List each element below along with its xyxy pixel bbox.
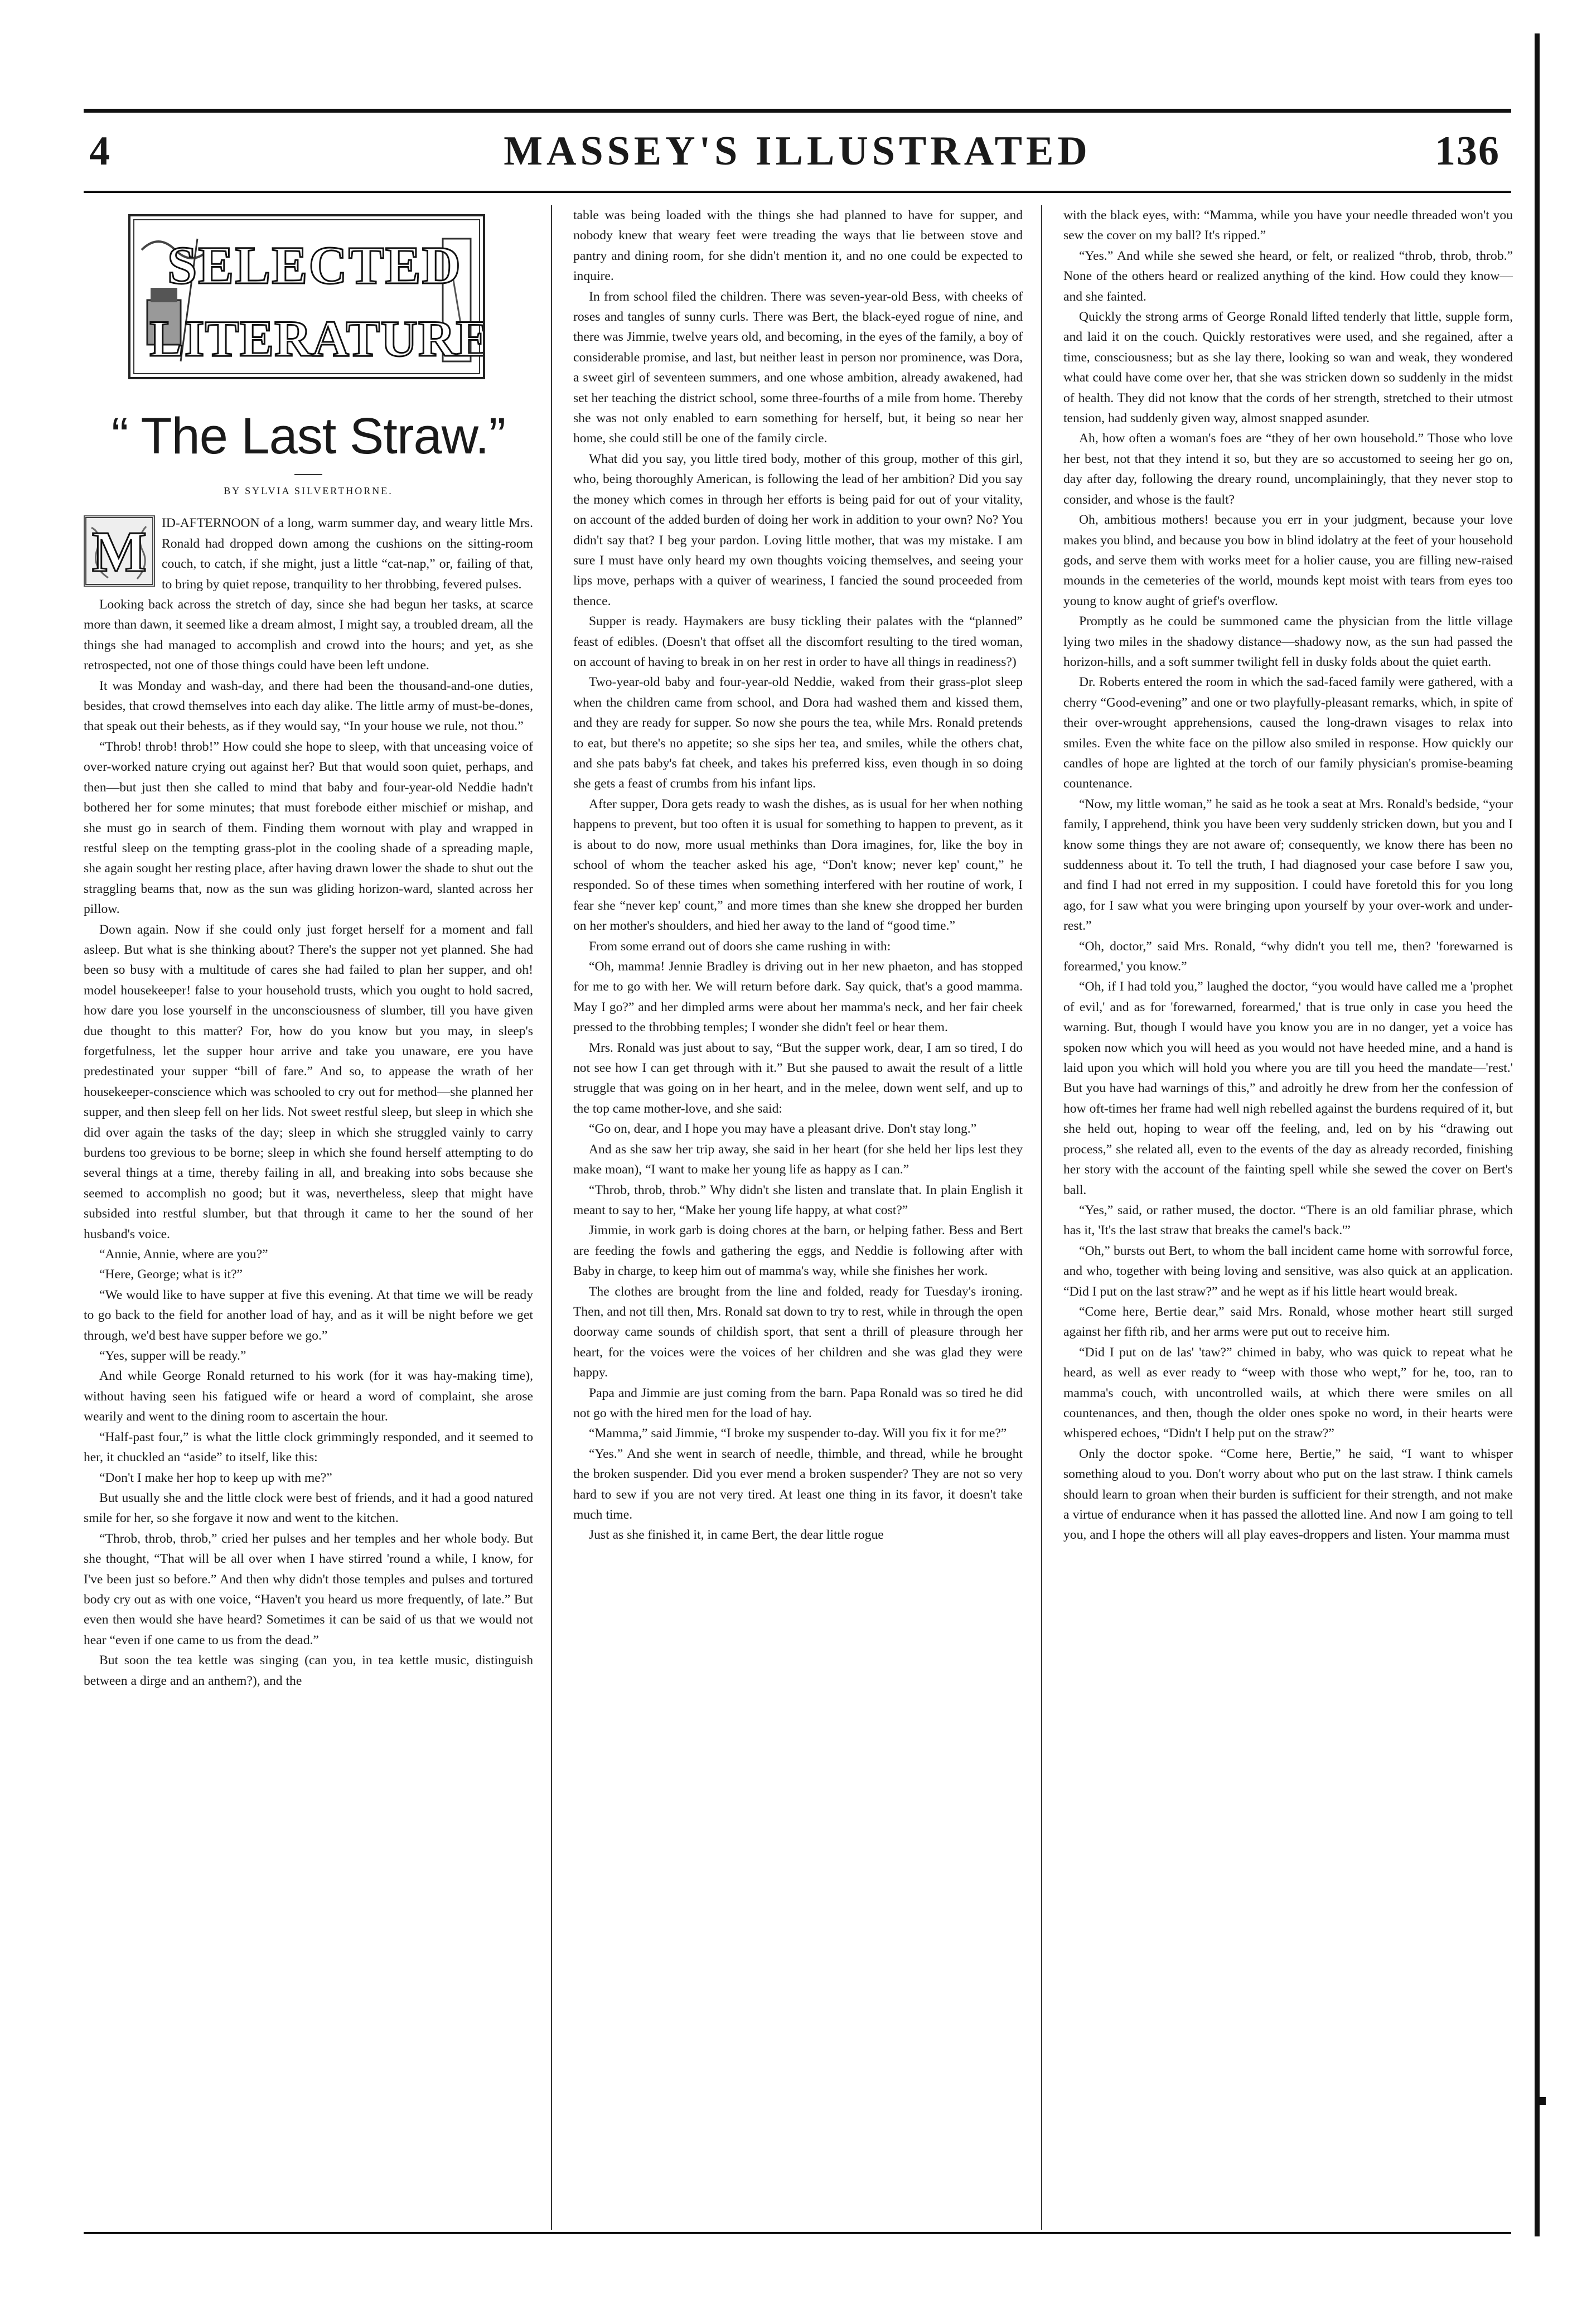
page-number-left: 4 (89, 128, 111, 174)
paragraph: “Don't I make her hop to keep up with me?” (99, 1470, 332, 1485)
paragraph: ID-AFTERNOON of a long, warm summer day, and weary little Mrs. Ronald had dropped down among the cushions on the sitting-room couch, to catch, if she might, just a little “cat-nap,” or, failing of that, to bring by quiet repose, tranquility to her throbbing, fevered pulses. (162, 516, 533, 592)
column-divider (551, 205, 552, 2230)
column-2-body (573, 205, 1023, 1545)
paragraph: “Now, my little woman,” he said as he took a seat at Mrs. Ronald's bedside, “your family, I apprehend, think you have been very suddenly stricken down, but you and I know some things they are not aware of; consequently, we know there has been no suddenness about it. To tell the truth, I had diagnosed your case before I saw you, and find I had not erred in my supposition. I could have foretold this for you long ago, for I saw what you were bringing upon yourself by your over-work and under-rest.” (1063, 796, 1513, 934)
story-title: “ The Last Straw.” (111, 408, 506, 465)
paragraph: “Mamma,” said Jimmie, “I broke my suspender to-day. Will you fix it for me?” (589, 1426, 1007, 1441)
paragraph: And while George Ronald returned to his work (for it was hay-making time), without having seen his fatigued wife or heard a word of complaint, she arose wearily and went to the dining room to ascertain the hour. (84, 1369, 533, 1424)
paragraph: “Throb, throb, throb,” cried her pulses and her temples and her whole body. But she thought, “That will be all over when I have stirred 'round a while, I know, for I've been just so before.” And then why didn't those temples and pulses and tortured body cry out as with one voice, “Haven't you heard us more frequently, of late.” But even then would she have heard? Sometimes it can be said of us that we would not hear “even if one came to us from the dead.” (84, 1531, 533, 1647)
paragraph: “Did I put on de las' 'taw?” chimed in baby, who was quick to repeat what he heard, as well as ever ready to “weep with those who wept,” for he, too, ran to mamma's couch, with uncontrolled wails, at which there were smiles on all countenances, and then, though the older ones spoke no word, in their hearts were whispered echoes, “Didn't I help put on the straw?” (1063, 1345, 1513, 1441)
title-rule (294, 474, 322, 475)
paragraph: After supper, Dora gets ready to wash the dishes, as is usual for her when nothing happens to prevent, but too often it is usual for something to happen to prevent, as it is about to do now, more usual methinks than Dora imagines, for, like the boy in school of whom the teacher asked his age, “Don't know; never kep' count,” he responded. So of these times when something interfered with her routine of work, I fear she “never kep' count,” and more times than she knew she dropped her burden on her mother's shoulders, and hied her away to the land of “good time.” (573, 796, 1023, 934)
masthead-title: MASSEY'S ILLUSTRATED (504, 128, 1091, 174)
paragraph: “Come here, Bertie dear,” said Mrs. Ronald, whose mother heart still surged against her fifth rib, and her arms were put out to receive him. (1063, 1304, 1513, 1340)
paragraph: But usually she and the little clock were best of friends, and it had a good natured smile for her, so she forgave it now and went to the kitchen. (84, 1490, 533, 1526)
paragraph: The clothes are brought from the line and folded, ready for Tuesday's ironing. Then, and not till then, Mrs. Ronald sat down to try to rest, while in through the open doorway came sounds of childish sport, that sent a thrill of pleasure through her heart, for the voices were the voices of her children and she was glad they were happy. (573, 1284, 1023, 1380)
paragraph: Papa and Jimmie are just coming from the barn. Papa Ronald was so tired he did not go with the hired men for the load of hay. (573, 1385, 1023, 1421)
paragraph: “Annie, Annie, where are you?” (99, 1247, 268, 1262)
paragraph: In from school filed the children. There was seven-year-old Bess, with cheeks of roses and tangles of sunny curls. There was Bert, the black-eyed rogue of nine, and there was Jimmie, twelve years old, and becoming, in the eyes of the family, a boy of considerable promise, and last, but neither least in person nor prominence, was Dora, a sweet girl of seventeen summers, and one whose ambition, already awakened, had set her teaching the district school, some three-fourths of a mile from home. Thereby she was not only enabled to earn something for herself, but, it being so near her home, she could still be one of the family circle. (573, 289, 1023, 446)
paragraph: “Half-past four,” is what the little clock grimmingly responded, and it seemed to her, it chuckled an “aside” to itself, like this: (84, 1429, 533, 1465)
footer-rule (84, 2232, 1511, 2234)
paragraph: “Oh,” bursts out Bert, to whom the ball incident came home with sorrowful force, and who, together with being loving and sensitive, was also quick at an application. “Did I put on the last straw?” and he wept as if his little heart would break. (1063, 1243, 1513, 1299)
paragraph: But soon the tea kettle was singing (can you, in tea kettle music, distinguish between a dirge and an anthem?), and the (84, 1653, 533, 1688)
paragraph: “Oh, if I had told you,” laughed the doctor, “you would have called me a 'prophet of evil,' and as for 'forewarned, forearmed,' that is true only in case you heed the warning. But, though I would have you know you are in no danger, yet a voice has spoken now which you will heed as you would not have heeded mine, and a hand is laid upon you which will hold you where you are till you heed the mandate—'rest.' But you have had warnings of this,” and adroitly he drew from her the confession of how oft-times her frame had well nigh rebelled against the burdens required of it, but she held out, hoping to wear off the feeling, and, led on by his “drawing out process,” she related all, even to the events of the day as already recorded, finishing her story with the account of the fainting spell while she sewed the cover on Bert's ball. (1063, 979, 1513, 1197)
page-number-right: 136 (1435, 128, 1500, 174)
column-3 (1063, 205, 1513, 2230)
header-top-rule (84, 109, 1511, 113)
paragraph: Promptly as he could be summoned came the physician from the little village lying two miles in the shadowy distance—shadowy now, as the sun had passed the horizon-hills, and a soft summer twilight fell in dusky folds about the quiet earth. (1063, 614, 1513, 669)
paragraph: It was Monday and wash-day, and there had been the thousand-and-one duties, besides, that crowd themselves into each day alike. The little army of must-be-dones, that speak out their behests, as if they would say, “In your house we rule, not thou.” (84, 678, 533, 734)
column-3-body (1063, 205, 1513, 1545)
byline: BY SYLVIA SILVERTHORNE. (224, 485, 393, 496)
paragraph: “Yes.” And while she sewed she heard, or felt, or realized “throb, throb, throb.” None of the others heard or realized anything of the kind. How could they know—and she fainted. (1063, 248, 1513, 304)
paragraph: Ah, how often a woman's foes are “they of her own household.” Those who love her best, not that they intend it so, but they are so accustomed to seeing her go on, day after day, following the dreary round, uncomplainingly, that they never stop to consider, and whose is the fault? (1063, 431, 1513, 507)
paragraph: Looking back across the stretch of day, since she had begun her tasks, at scarce more than dawn, it seemed like a dream almost, I might say, a troubled dream, all the things she had managed to accomplish and crowd into the hours; and yet, as she retrospected, not one of those things could have been left undone. (84, 597, 533, 673)
column-1 (84, 205, 533, 2230)
paragraph: And as she saw her trip away, she said in her heart (for she held her lips lest they make moan), “I want to make her young life as happy as I can.” (573, 1142, 1023, 1177)
paragraph: “Throb, throb, throb.” Why didn't she listen and translate that. In plain English it meant to say to her, “Make her young life happy, at what cost?” (573, 1182, 1023, 1217)
paragraph: Down again. Now if she could only just forget herself for a moment and fall asleep. But what is she thinking about? There's the supper not yet planned. She had been so busy with a multitude of cares she had failed to plan her supper, and oh! model housekeeper! false to your household trusts, which you ought to hold sacred, how dare you lose yourself in the unconsciousness of slumber, till you have given due thought to this matter? For, how do you know but you may, in sleep's forgetfulness, let the supper hour arrive and take you unaware, ere you have predestinated your supper “bill of fare.” And so, to appease the wrath of her housekeeper-conscience which was schooled to cry out for method—she planned her supper, and then sleep fell on her lids. Not sweet restful sleep, but sleep in which she did over again the tasks of the day; sleep in which she struggled vainly to carry burdens too grevious to be borne; sleep in which she found herself attempting to do several things at a time, thereby failing in all, and breaking into sobs because she seemed to accomplish no good; but it was, nevertheless, sleep that might have subsided into restful slumber, but that through it came to her the sound of her husband's voice. (84, 922, 533, 1241)
banner-word-selected: SELECTED (167, 235, 462, 295)
ornamental-initial-m (85, 516, 154, 586)
paragraph: “Yes.” And she went in search of needle, thimble, and thread, while he brought the broken suspender. Did you ever mend a broken suspender? They are not so very hard to sew if you are not very tired. At least one thing in its favor, it doesn't take much time. (573, 1446, 1023, 1522)
paragraph: “Throb! throb! throb!” How could she hope to sleep, with that unceasing voice of over-worked nature crying out against her? But that would soon quiet, perhaps, and then—but just then she called to mind that baby and four-year-old Neddie hadn't bothered her for some minutes; that must forebode either mischief or mishap, and she must go in search of them. Finding them wornout with play and wrapped in restful sleep on the tempting grass-plot in the cooling shade of a spreading maple, she again sought her resting place, after having drawn lower the shade to shut out the straggling beams that, now as the sun was gliding horizon-ward, slanted across her pillow. (84, 739, 533, 917)
newspaper-page (84, 84, 1511, 2248)
paragraph: Dr. Roberts entered the room in which the sad-faced family were gathered, with a cherry “Good-evening” and one or two playfully-pleasant remarks, which, in spite of their over-wrought apprehensions, caused the long-drawn visages to relax into smiles. Even the white face on the pillow also smiled in response. How quickly our candles of hope are lighted at the torch of our family physician's promise-beaming countenance. (1063, 675, 1513, 791)
paragraph: Quickly the strong arms of George Ronald lifted tenderly that little, supple form, and laid it on the couch. Quickly restoratives were used, and she regained, after a time, consciousness; but as she lay there, looking so wan and weak, they wondered what could have come over her, that she was stricken down so suddenly in the midst of health. They did not know that the cords of her strength, stretched to their utmost tension, had suddenly given way, almost snapped asunder. (1063, 310, 1513, 426)
paragraph: “Here, George; what is it?” (99, 1267, 243, 1282)
paragraph: “Go on, dear, and I hope you may have a pleasant drive. Don't stay long.” (589, 1122, 977, 1137)
paragraph: Only the doctor spoke. “Come here, Bertie,” he said, “I want to whisper something aloud to you. Don't worry about who put on the last straw. I think camels should learn to groan when their burden is sufficient for their strength, and not make a virtue of endurance when it has passed the allotted line. And now I am going to tell you, and I hope the others will all play eaves-droppers and listen. Your mamma must (1063, 1446, 1513, 1543)
selected-literature-banner (128, 214, 485, 379)
paragraph: What did you say, you little tired body, mother of this group, mother of this girl, who, being thoroughly American, is following the lead of her ambition? Did you say the money which comes in through her efforts is being paid for out of your vitality, on account of the added burden of doing her work in addition to your own? No? You didn't say that? I beg your pardon. Loving little mother, that was my mistake. I am sure I must have only heard my own thoughts voicing themselves, and seeing your lips move, perhaps with a quiver of weariness, I fancied the sound proceeded from thence. (573, 451, 1023, 608)
paragraph: “Oh, doctor,” said Mrs. Ronald, “why didn't you tell me, then? 'forewarned is forearmed,' you know.” (1063, 939, 1513, 974)
paragraph: From some errand out of doors she came rushing in with: (589, 939, 891, 954)
paragraph: with the black eyes, with: “Mamma, while you have your needle threaded won't you sew the cover on my ball? It's ripped.” (1063, 208, 1513, 243)
paragraph: “Yes, supper will be ready.” (99, 1349, 246, 1364)
selected-literature-logo-illustration (130, 216, 483, 377)
paragraph: Supper is ready. Haymakers are busy tickling their palates with the “planned” feast of edibles. (Doesn't that offset all the discomfort resulting to the tired woman, on account of having to break in on her rest in order to have all things in readiness?) (573, 614, 1023, 669)
dropcap-ornament (84, 515, 155, 587)
banner-word-literature: LITERATURE (149, 310, 483, 367)
right-edge-rule (1535, 33, 1540, 2236)
dropcap-letter: M (91, 520, 147, 584)
paragraph: Two-year-old baby and four-year-old Neddie, waked from their grass-plot sleep when the children came from school, and Dora had washed them and kissed them, and they are ready for supper. So now she pours the tea, while Mrs. Ronald pretends to eat, but there's no appetite; so she sips her tea, and smiles, while the others chat, and she pats baby's fat cheek, and takes his preferred kiss, even though in so doing she gets a feast of crumbs from his infant lips. (573, 675, 1023, 791)
paragraph: “We would like to have supper at five this evening. At that time we will be ready to go back to the field for another load of hay, and as it will be night before we get through, we'd best have supper before we go.” (84, 1287, 533, 1343)
paragraph: Jimmie, in work garb is doing chores at the barn, or helping father. Bess and Bert are feeding the fowls and gathering the eggs, and Neddie is following after with Baby in charge, to keep him out of mamma's way, while she finishes her work. (573, 1223, 1023, 1279)
edge-mark (1535, 2097, 1546, 2105)
paragraph: Mrs. Ronald was just about to say, “But the supper work, dear, I am so tired, I do not see how I can get through with it.” But she paused to await the result of a little struggle that was going on in her heart, and in the melee, down went self, and up to the top came mother-love, and she said: (573, 1040, 1023, 1116)
header-bottom-rule (84, 191, 1511, 193)
column-1-body (84, 513, 533, 1691)
column-divider (1041, 205, 1042, 2230)
paragraph: Oh, ambitious mothers! because you err in your judgment, because your love makes you blind, and because you bow in blind idolatry at the feet of your household gods, and serve them with works meet for a holier cause, you are filling new-raised mounds in the cemeteries of the world, mounds kept moist with tears from eyes too young to know aught of grief's overflow. (1063, 513, 1513, 608)
paragraph: table was being loaded with the things she had planned to have for supper, and nobody knew that weary feet were treading the ways that lie between stove and pantry and dining room, for she didn't mention it, and no one could be expected to inquire. (573, 208, 1023, 284)
paragraph: Just as she finished it, in came Bert, the dear little rogue (589, 1528, 884, 1543)
paragraph: “Oh, mamma! Jennie Bradley is driving out in her new phaeton, and has stopped for me to go with her. We will return before dark. Say quick, that's a good mamma. May I go?” and her dimpled arms were about her mamma's neck, and her fair cheek pressed to the throbbing temples; I wonder she didn't feel or hear them. (573, 959, 1023, 1035)
paragraph: “Yes,” said, or rather mused, the doctor. “There is an old familiar phrase, which has it, 'It's the last straw that breaks the camel's back.'” (1063, 1202, 1513, 1238)
column-2 (573, 205, 1023, 2230)
